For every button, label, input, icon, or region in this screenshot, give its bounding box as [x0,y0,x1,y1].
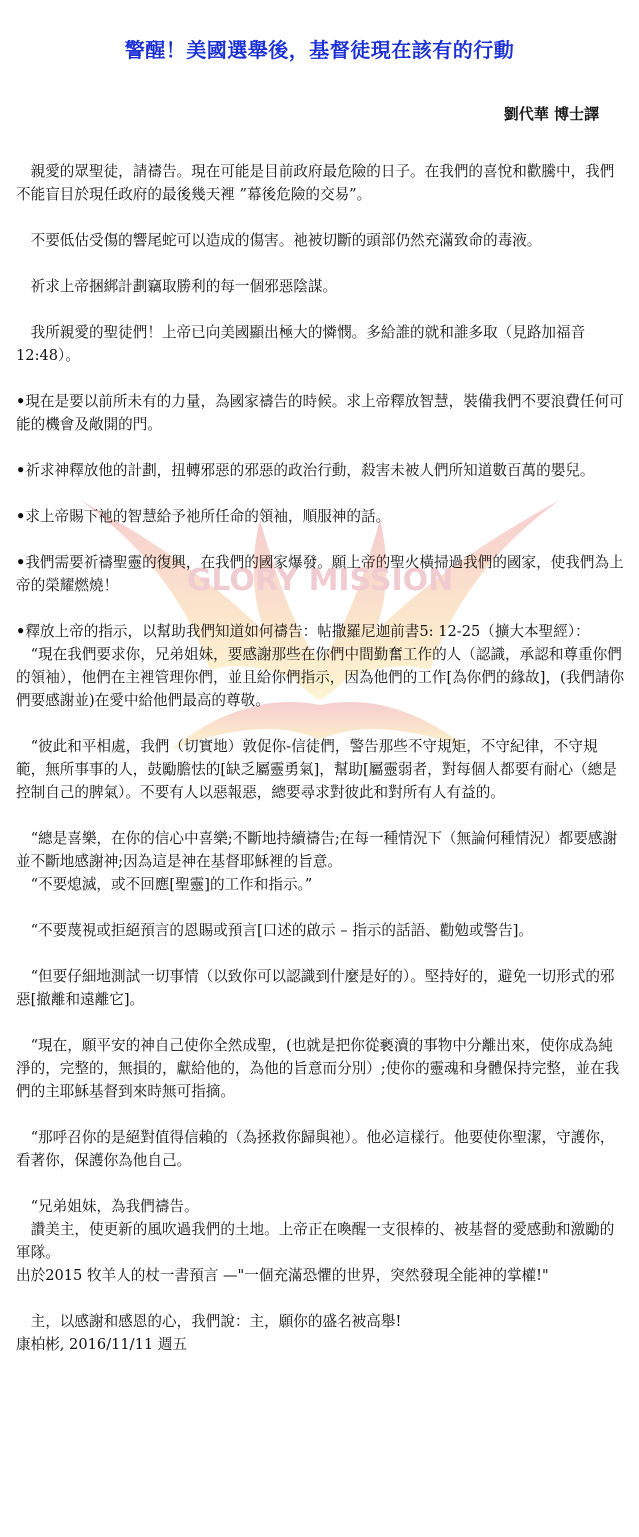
bullet-item: • 我們需要祈禱聖靈的復興，在我們的國家爆發。願上帝的聖火橫掃過我們的國家，使我們為上帝的榮耀燃燒！ [16,551,626,597]
page-title: 警醒！美國選舉後，基督徒現在該有的行動 [124,38,515,62]
scripture-quote: “總是喜樂，在你的信心中喜樂;不斷地持續禱告;在每一種情況下（無論何種情況）都要感謝並不斷地感謝神;因為這是神在基督耶穌裡的旨意。 [16,830,618,870]
closing-line: 出於2015 牧羊人的杖一書預言 —"一個充滿恐懼的世界，突然發現全能神的掌權!" [16,1267,549,1284]
bullet-item: • 釋放上帝的指示，以幫助我們知道如何禱告：帖撒羅尼迦前書5: 12-25（擴大本聖經）： [16,620,626,643]
bullet-item: • 求上帝賜下祂的智慧給予祂所任命的領袖，順服神的話。 [16,505,626,528]
closing-line: 讚美主，使更新的風吹過我們的土地。上帝正在喚醒一支很棒的、被基督的愛感動和激勵的軍隊。 [16,1221,615,1261]
bullet-item: • 現在是要以前所未有的力量，為國家禱告的時候。求上帝釋放智慧，裝備我們不要浪費任何可能的機會及敞開的門。 [16,390,626,436]
author: 劉代華 博士譯 [503,105,599,123]
scripture-quote: “現在我們要求你，兄弟姐妹，要感謝那些在你們中間勤奮工作的人（認識，承認和尊重你們的領袖），他們在主裡管理你們，並且給你們指示，因為他們的工作[為你們的緣故]，(我們請你們要感謝並)在愛中給他們最高的尊敬。 [16,646,625,709]
scripture-quote: “但要仔細地測試一切事情（以致你可以認識到什麼是好的）。堅持好的，避免一切形式的邪惡[撤離和遠離它]。 [16,968,615,1008]
signature-date: 康柏彬, 2016/11/11 週五 [16,1336,187,1353]
watermark-text: GLORY MISSION [186,563,454,598]
closing-line: “兄弟姐妹，為我們禱告。 [16,1198,199,1215]
scripture-quote: “不要熄滅，或不回應[聖靈]的工作和指示。” [16,876,313,893]
scripture-quote: “不要蔑視或拒絕預言的恩賜或預言[口述的啟示 – 指示的話語、勸勉或警告]。 [16,922,534,939]
scripture-quote: “那呼召你的是絕對值得信賴的（為拯救你歸與祂）。他必這樣行。他要使你聖潔，守護你，看著你，保護你為他自己。 [16,1129,615,1169]
closing-line: 主，以感謝和感恩的心，我們說：主，願你的盛名被高舉! [16,1313,402,1330]
paragraph: 我所親愛的聖徒們！上帝已向美國顯出極大的憐憫。多給誰的就和誰多取（見路加福音 12:48）。 [16,324,586,364]
paragraph: 不要低估受傷的響尾蛇可以造成的傷害。祂被切斷的頭部仍然充滿致命的毒液。 [16,232,542,249]
paragraph: 親愛的眾聖徒，請禱告。現在可能是目前政府最危險的日子。在我們的喜悅和歡騰中，我們不能盲目於現任政府的最後幾天裡 ”幕後危險的交易”。 [16,163,615,203]
bullet-item: • 祈求神釋放他的計劃，扭轉邪惡的邪惡的政治行動，殺害未被人們所知道數百萬的嬰兒。 [16,459,626,482]
paragraph: 祈求上帝捆綁計劃竊取勝利的每一個邪惡陰謀。 [16,278,338,295]
article-body [16,160,626,1356]
scripture-quote: “彼此和平相處，我們（切實地）敦促你-信徒們，警告那些不守規矩，不守紀律，不守規範，無所事事的人，鼓勵膽怯的[缺乏屬靈勇氣]，幫助[屬靈弱者，對每個人都要有耐心（總是控制自己的脾氣）。不要有人以惡報惡，總要尋求對彼此和對所有人有益的。 [16,738,617,801]
scripture-quote: “現在，願平安的神自己使你全然成聖，(也就是把你從褻瀆的事物中分離出來，使你成為純淨的，完整的，無損的，獻給他的，為他的旨意而分別）;使你的靈魂和身體保持完整，並在我們的主耶穌基督到來時無可指摘。 [16,1037,620,1100]
